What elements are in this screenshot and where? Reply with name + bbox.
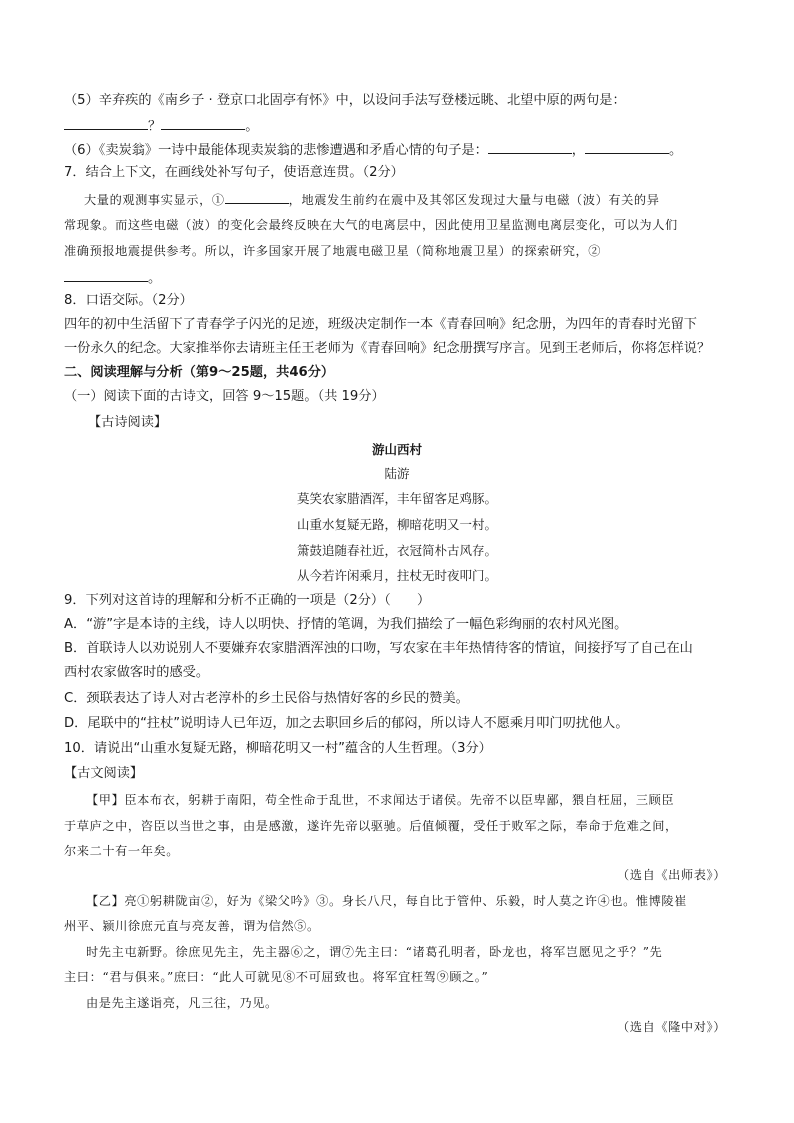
q7-p1b: ，地震发生前约在震中及其邻区发现过大量与电磁（波）有关的异 (288, 193, 660, 207)
q5-separator: ？ (148, 119, 162, 134)
q6-blank-2[interactable] (585, 140, 669, 154)
poem-line-2: 山重水复疑无路，柳暗花明又一村。 (296, 517, 497, 532)
poem-label: 【古诗阅读】 (88, 415, 168, 430)
q9-option-d[interactable]: D．尾联中的“拄杖”说明诗人已年迈，加之去职回乡后的郁闷，所以诗人不愿乘月叩门叨扰他人。 (64, 716, 629, 731)
yi-line1: 【乙】亮①躬耕陇亩②，好为《梁父吟》③。身长八尺，每自比于管仲、乐毅，时人莫之许④也。惟博陵崔 (86, 894, 688, 908)
q9-stem: 9．下列对这首诗的理解和分析不正确的一项是（2分）（ ） (64, 593, 431, 608)
q7-p1a: 大量的观测事实显示，① (84, 193, 225, 207)
poem-title: 游山西村 (371, 442, 422, 457)
section2-sub1: （一）阅读下面的古诗文，回答 9～15题。（共 19分） (64, 389, 385, 404)
q7-para-line2: 常现象。而这些电磁（波）的变化会最终反映在大气的电离层中，因此使用卫星监测电离层变化，可以为人们 (64, 218, 678, 232)
q8-line1: 四年的初中生活留下了青春学子闪光的足迹，班级决定制作一本《青春回响》纪念册，为四年的青春时光留下 (64, 317, 697, 332)
jia-line1: 【甲】臣本布衣，躬耕于南阳，苟全性命于乱世，不求闻达于诸侯。先帝不以臣卑鄙，猥自枉屈，三顾臣 (86, 793, 675, 807)
yi-line2: 州平、颍川徐庶元直与亮友善，谓为信然⑤。 (64, 919, 320, 933)
q9-option-b-line1[interactable]: B．首联诗人以劝说别人不要嫌弃农家腊酒浑浊的口吻，写农家在丰年热情待客的情谊，间接抒写了自己在山 (64, 641, 693, 656)
q7-title: 7．结合上下文，在画线处补写句子，使语意连贯。（2分） (64, 165, 404, 180)
jia-line3: 尔来二十有一年矣。 (64, 844, 180, 858)
q7-para-line3: 准确预报地震提供参考。所以，许多国家开展了地震电磁卫星（简称地震卫星）的探索研究，② (64, 244, 602, 258)
q7-para-line1 (84, 190, 660, 209)
q5-answer-line (64, 116, 258, 136)
yi-line3: 时先主屯新野。徐庶见先主，先主器⑥之，谓⑦先主曰：“诸葛孔明者，卧龙也，将军岂愿见之乎？”先 (86, 945, 663, 959)
classical-label: 【古文阅读】 (64, 766, 144, 781)
q7-end: 。 (148, 271, 162, 286)
q6-text: （6）《卖炭翁》一诗中最能体现卖炭翁的悲惨遭遇和矛盾心情的句子是： (64, 143, 488, 158)
q6-separator: ， (571, 143, 585, 158)
yi-source: （选自《隆中对》） (617, 1020, 726, 1034)
q6-blank-1[interactable] (488, 140, 572, 154)
poem-author: 陆游 (384, 466, 410, 481)
q9-option-a[interactable]: A．“游”字是本诗的主线，诗人以明快、抒情的笔调，为我们描绘了一幅色彩绚丽的农村风光图。 (64, 617, 628, 632)
q7-answer-line (64, 268, 161, 288)
section2-heading: 二、阅读理解与分析（第9～25题，共46分） (64, 365, 335, 380)
jia-source: （选自《出师表》） (617, 868, 726, 882)
q6-line (64, 140, 682, 160)
q10-stem: 10．请说出“山重水复疑无路，柳暗花明又一村”蕴含的人生哲理。（3分） (64, 741, 492, 756)
q8-title: 8．口语交际。（2分） (64, 293, 193, 308)
yi-line5: 由是先主遂诣亮，凡三往，乃见。 (86, 996, 278, 1010)
poem-line-3: 箫鼓追随春社近，衣冠简朴古风存。 (296, 543, 497, 558)
poem-line-4: 从今若许闲乘月，拄杖无时夜叩门。 (296, 568, 497, 583)
q5-line1: （5）辛弃疾的《南乡子 · 登京口北固亭有怀》中，以设问手法写登楼远眺、北望中原的两句是： (64, 93, 626, 108)
q5-blank-1[interactable] (64, 116, 148, 130)
jia-line2: 于草庐之中，咨臣以当世之事，由是感激，遂许先帝以驱驰。后值倾覆，受任于败军之际，奉命于危难之间， (64, 819, 678, 833)
q6-end: 。 (668, 143, 683, 158)
q7-blank-1[interactable] (225, 190, 289, 204)
q9-option-c[interactable]: C．颈联表达了诗人对古老淳朴的乡土民俗与热情好客的乡民的赞美。 (64, 691, 469, 706)
q9-option-b-line2[interactable]: 西村农家做客时的感受。 (64, 665, 210, 680)
q5-blank-2[interactable] (161, 116, 245, 130)
q8-line2: 一份永久的纪念。大家推举你去请班主任王老师为《青春回响》纪念册撰写序言。见到王老师后，你将怎样说？ (64, 341, 711, 356)
q5-end: 。 (245, 119, 259, 134)
yi-line4: 主曰：“君与俱来。”庶曰：“此人可就见⑧不可屈致也。将军宜枉驾⑨顾之。” (64, 970, 489, 984)
q7-blank-2[interactable] (64, 268, 148, 282)
poem-line-1: 莫笑农家腊酒浑，丰年留客足鸡豚。 (296, 491, 497, 506)
